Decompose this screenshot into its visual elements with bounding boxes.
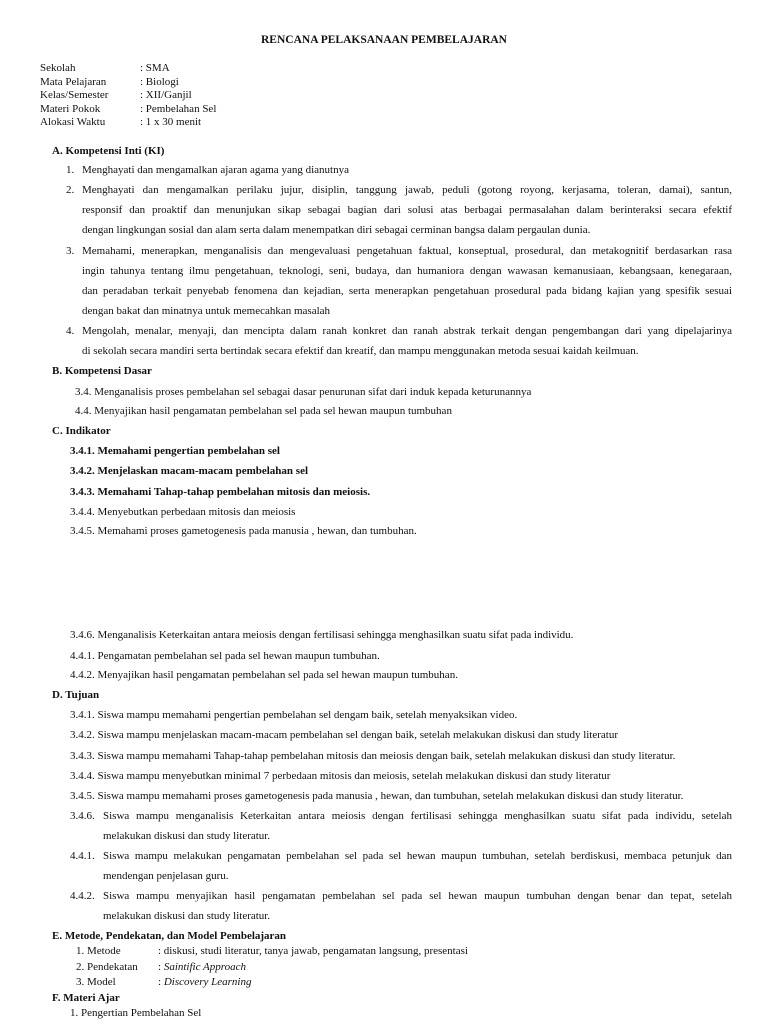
list-item: 3.4.1. Memahami pengertian pembelahan sel xyxy=(70,445,280,457)
info-value: : 1 x 30 menit xyxy=(140,116,202,129)
list-item: di sekolah secara mandiri serta bertindak secara efektif dan kreatif, dan mampu menggunakan metoda sesuai kaidah keilmuan. xyxy=(82,345,639,357)
list-item: dan peradaban terkait penyebab fenomena dan kejadian, serta menerapkan pengetahuan prosedural pada bidang kajian yang spesifik sesuai xyxy=(82,285,732,297)
page-title: RENCANA PELAKSANAAN PEMBELAJARAN xyxy=(261,34,507,46)
list-item: 4.4.1. Pengamatan pembelahan sel pada sel hewan maupun tumbuhan. xyxy=(70,650,380,662)
list-item: 3.4.3. Memahami Tahap-tahap pembelahan mitosis dan meiosis. xyxy=(70,486,371,498)
method-key: 1. Metode xyxy=(76,945,121,957)
list-number: 2. xyxy=(66,184,75,196)
list-item: Siswa mampu melakukan pengamatan pembelahan sel pada sel hewan maupun tumbuhan, setelah berdiskusi, membaca petunjuk dan xyxy=(103,850,732,862)
section-heading-ki: A. Kompetensi Inti (KI) xyxy=(52,145,165,157)
method-value: : diskusi, studi literatur, tanya jawab, pengamatan langsung, presentasi xyxy=(158,945,468,957)
section-heading-indikator: C. Indikator xyxy=(52,425,111,437)
list-item: dengan lingkungan sosial dan alam serta dalam menempatkan diri sebagai cerminan bangsa dalam pergaulan dunia. xyxy=(82,224,591,236)
list-item: 3.4.4. Menyebutkan perbedaan mitosis dan meiosis xyxy=(70,506,296,518)
info-row xyxy=(40,89,216,103)
info-key: Materi Pokok xyxy=(40,102,101,115)
info-block xyxy=(40,62,216,130)
method-value xyxy=(158,960,246,974)
list-item: Mengolah, menalar, menyaji, dan mencipta dalam ranah konkret dan ranah abstrak terkait dengan pengembangan dari yang dipelajarinya xyxy=(82,325,732,337)
list-item: 3.4.5. Siswa mampu memahami proses gametogenesis pada manusia , hewan, dan tumbuhan, setelah melakukan diskusi dan study literatur. xyxy=(70,790,684,802)
method-key: 2. Pendekatan xyxy=(76,961,138,973)
list-item: 3.4.2. Siswa mampu menjelaskan macam-macam pembelahan sel dengan baik, setelah melakukan diskusi dan study literatur xyxy=(70,729,619,741)
list-item: dengan bakat dan minatnya untuk memecahkan masalah xyxy=(82,305,331,317)
list-item: 1. Pengertian Pembelahan Sel xyxy=(70,1007,202,1019)
info-row xyxy=(40,62,216,76)
list-number: 4.4.1. xyxy=(70,850,95,862)
list-item: melakukan diskusi dan study literatur. xyxy=(103,830,271,842)
list-item: melakukan diskusi dan study literatur. xyxy=(103,910,271,922)
section-heading-metode: E. Metode, Pendekatan, dan Model Pembelajaran xyxy=(52,930,287,942)
list-number: 3. xyxy=(66,245,75,257)
method-value-text: Saintific Approach xyxy=(163,961,247,973)
list-item: Memahami, menerapkan, menganalisis dan mengevaluasi pengetahuan faktual, konseptual, prosedural, dan metakognitif berdasarkan rasa xyxy=(82,245,732,257)
method-colon: : xyxy=(158,961,164,973)
info-value: : Biologi xyxy=(140,75,179,88)
list-item: mendengan penjelasan guru. xyxy=(103,870,229,882)
info-key: Mata Pelajaran xyxy=(40,75,107,88)
info-row xyxy=(40,116,216,130)
list-item: 3.4.4. Siswa mampu menyebutkan minimal 7 perbedaan mitosis dan meiosis, setelah melakukan diskusi dan study literatur xyxy=(70,770,611,782)
list-item: 3.4.3. Siswa mampu memahami Tahap-tahap pembelahan mitosis dan meiosis dengan baik, setelah melakukan diskusi dan study literatur. xyxy=(70,750,676,762)
list-item: Menghayati dan mengamalkan ajaran agama yang dianutnya xyxy=(82,164,349,176)
section-heading-kd: B. Kompetensi Dasar xyxy=(52,365,152,377)
section-heading-tujuan: D. Tujuan xyxy=(52,689,100,701)
info-value: : Pembelahan Sel xyxy=(140,102,217,115)
method-key: 3. Model xyxy=(76,976,116,988)
info-key: Kelas/Semester xyxy=(40,89,109,102)
list-item: 3.4.1. Siswa mampu memahami pengertian pembelahan sel dengam baik, setelah menyaksikan video. xyxy=(70,709,518,721)
method-value xyxy=(158,975,252,989)
info-row xyxy=(40,103,216,117)
section-heading-materi: F. Materi Ajar xyxy=(52,992,120,1004)
list-number: 4. xyxy=(66,325,75,337)
list-item: 3.4.5. Memahami proses gametogenesis pada manusia , hewan, dan tumbuhan. xyxy=(70,525,417,537)
list-item: 4.4. Menyajikan hasil pengamatan pembelahan sel pada sel hewan maupun tumbuhan xyxy=(75,405,452,417)
info-value: : XII/Ganjil xyxy=(140,89,192,102)
info-row xyxy=(40,76,216,90)
list-item: responsif dan proaktif dan menunjukan sikap sebagai bagian dari solusi atas berbagai permasalahan dalam berinteraksi secara efektif xyxy=(82,204,732,216)
info-key: Sekolah xyxy=(40,62,76,74)
list-item: 3.4. Menganalisis proses pembelahan sel sebagai dasar penurunan sifat dari induk kepada keturunannya xyxy=(75,386,532,398)
list-number: 3.4.6. xyxy=(70,810,95,822)
list-item: 3.4.6. Menganalisis Keterkaitan antara meiosis dengan fertilisasi sehingga menghasilkan suatu sifat pada individu. xyxy=(70,629,574,641)
list-number: 4.4.2. xyxy=(70,890,95,902)
list-item: Siswa mampu menyajikan hasil pengamatan pembelahan sel pada sel hewan maupun tumbuhan dengan benar dan tepat, setelah xyxy=(103,890,732,902)
list-item: 3.4.2. Menjelaskan macam-macam pembelahan sel xyxy=(70,465,309,477)
list-item: Menghayati dan mengamalkan perilaku jujur, disiplin, tanggung jawab, peduli (gotong royong, kerjasama, toleran, damai), santun, xyxy=(82,184,732,196)
method-value-text: Discovery Learning xyxy=(163,976,252,988)
method-colon: : xyxy=(158,976,164,988)
list-item: ingin tahunya tentang ilmu pengetahuan, teknologi, seni, budaya, dan humaniora dengan wawasan kemanusiaan, kebangsaan, kenegaraan, xyxy=(82,265,732,277)
list-item: 4.4.2. Menyajikan hasil pengamatan pembelahan sel pada sel hewan maupun tumbuhan. xyxy=(70,669,458,681)
list-item: Siswa mampu menganalisis Keterkaitan antara meiosis dengan fertilisasi sehingga menghasilkan suatu sifat pada individu, setelah xyxy=(103,810,732,822)
list-number: 1. xyxy=(66,164,75,176)
info-value: : SMA xyxy=(140,62,170,74)
info-key: Alokasi Waktu xyxy=(40,116,106,129)
